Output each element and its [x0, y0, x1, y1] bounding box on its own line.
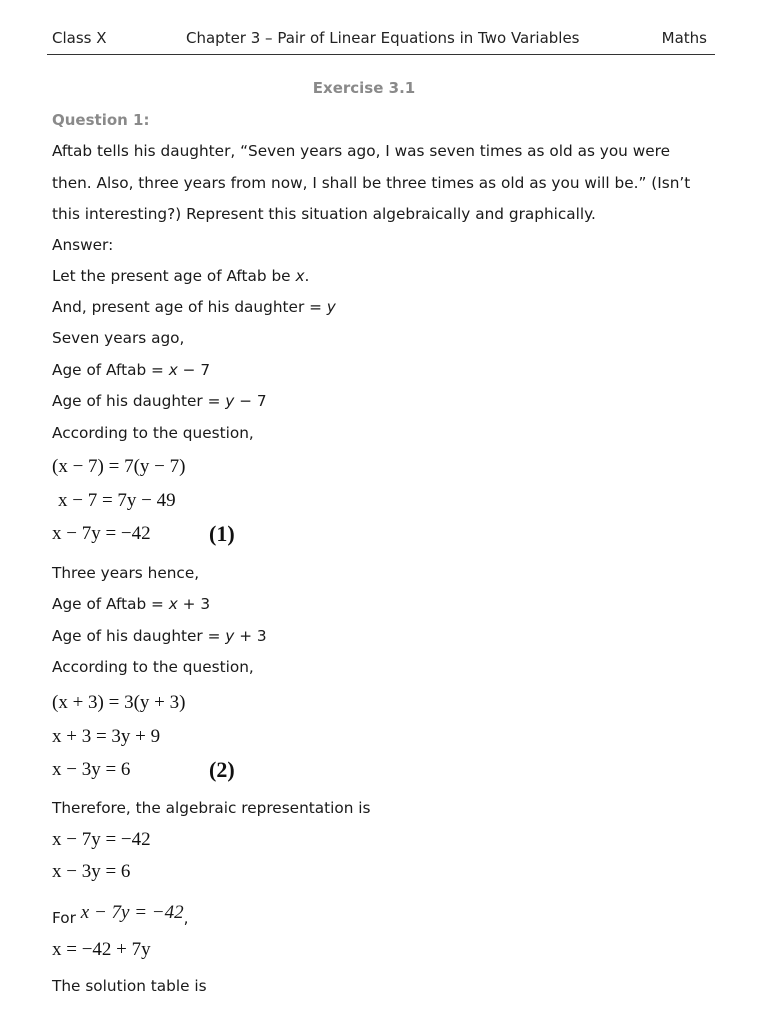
equation-1b: x − 7 = 7y − 49 — [58, 490, 176, 511]
seven-years-ago: Seven years ago, — [52, 329, 185, 347]
age-daughter-future-prefix: Age of his daughter = — [52, 627, 226, 645]
for-label: For — [52, 909, 76, 927]
let-var: x — [295, 267, 305, 285]
let-prefix: Let the present age of Aftab be — [52, 267, 296, 285]
age-aftab-future-prefix: Age of Aftab = — [52, 595, 169, 613]
exercise-title: Exercise 3.1 — [312, 79, 416, 97]
equation-2a: (x + 3) = 3(y + 3) — [52, 692, 186, 713]
equation-number-1: (1) — [209, 521, 235, 546]
age-daughter-future — [52, 627, 267, 645]
age-aftab-past-prefix: Age of Aftab = — [52, 361, 169, 379]
system-equation-2: x − 3y = 6 — [52, 861, 131, 882]
three-years-hence: Three years hence, — [52, 564, 200, 582]
daughter-prefix: And, present age of his daughter = — [52, 298, 327, 316]
according-1: According to the question, — [52, 424, 254, 442]
age-daughter-past-suffix: − 7 — [234, 392, 267, 410]
equation-number-2: (2) — [209, 757, 235, 782]
age-aftab-past — [52, 361, 210, 379]
let-suffix: . — [304, 267, 310, 285]
for-comma: , — [183, 909, 189, 927]
equation-1a: (x − 7) = 7(y − 7) — [52, 456, 186, 477]
age-daughter-past — [52, 392, 267, 410]
page-header — [52, 29, 716, 51]
class-label: Class X — [52, 29, 107, 47]
subject-label: Maths — [661, 29, 707, 47]
age-daughter-future-var: y — [225, 627, 235, 645]
age-daughter-future-suffix: + 3 — [234, 627, 267, 645]
daughter-var: y — [326, 298, 336, 316]
header-divider — [47, 54, 715, 55]
chapter-title: Chapter 3 – Pair of Linear Equations in Two Variables — [186, 29, 580, 47]
age-aftab-future-suffix: + 3 — [177, 595, 211, 613]
question-line-1: Aftab tells his daughter, “Seven years ago, I was seven times as old as you were — [52, 142, 671, 160]
solution-table-label: The solution table is — [52, 977, 207, 995]
age-daughter-past-prefix: Age of his daughter = — [52, 392, 226, 410]
answer-label: Answer: — [52, 236, 114, 254]
let-statement — [52, 267, 309, 285]
age-aftab-future — [52, 595, 210, 613]
for-statement — [52, 902, 189, 929]
algebraic-representation: Therefore, the algebraic representation is — [52, 799, 371, 817]
daughter-statement — [52, 298, 336, 316]
question-line-3: this interesting?) Represent this situation algebraically and graphically. — [52, 205, 596, 223]
equation-2b: x + 3 = 3y + 9 — [52, 726, 161, 747]
age-aftab-future-var: x — [168, 595, 178, 613]
question-line-2: then. Also, three years from now, I shall be three times as old as you will be.” (Isn’t — [52, 174, 691, 192]
question-title: Question 1: — [52, 111, 150, 129]
equation-2c: x − 3y = 6 — [52, 759, 131, 780]
system-equation-1: x − 7y = −42 — [52, 829, 151, 850]
age-aftab-past-var: x — [168, 361, 178, 379]
age-aftab-past-suffix: − 7 — [177, 361, 211, 379]
equation-1c: x − 7y = −42 — [52, 523, 151, 544]
for-equation: x − 7y = −42 — [80, 902, 184, 923]
age-daughter-past-var: y — [225, 392, 235, 410]
according-2: According to the question, — [52, 658, 254, 676]
x-solved-equation: x = −42 + 7y — [52, 939, 151, 960]
